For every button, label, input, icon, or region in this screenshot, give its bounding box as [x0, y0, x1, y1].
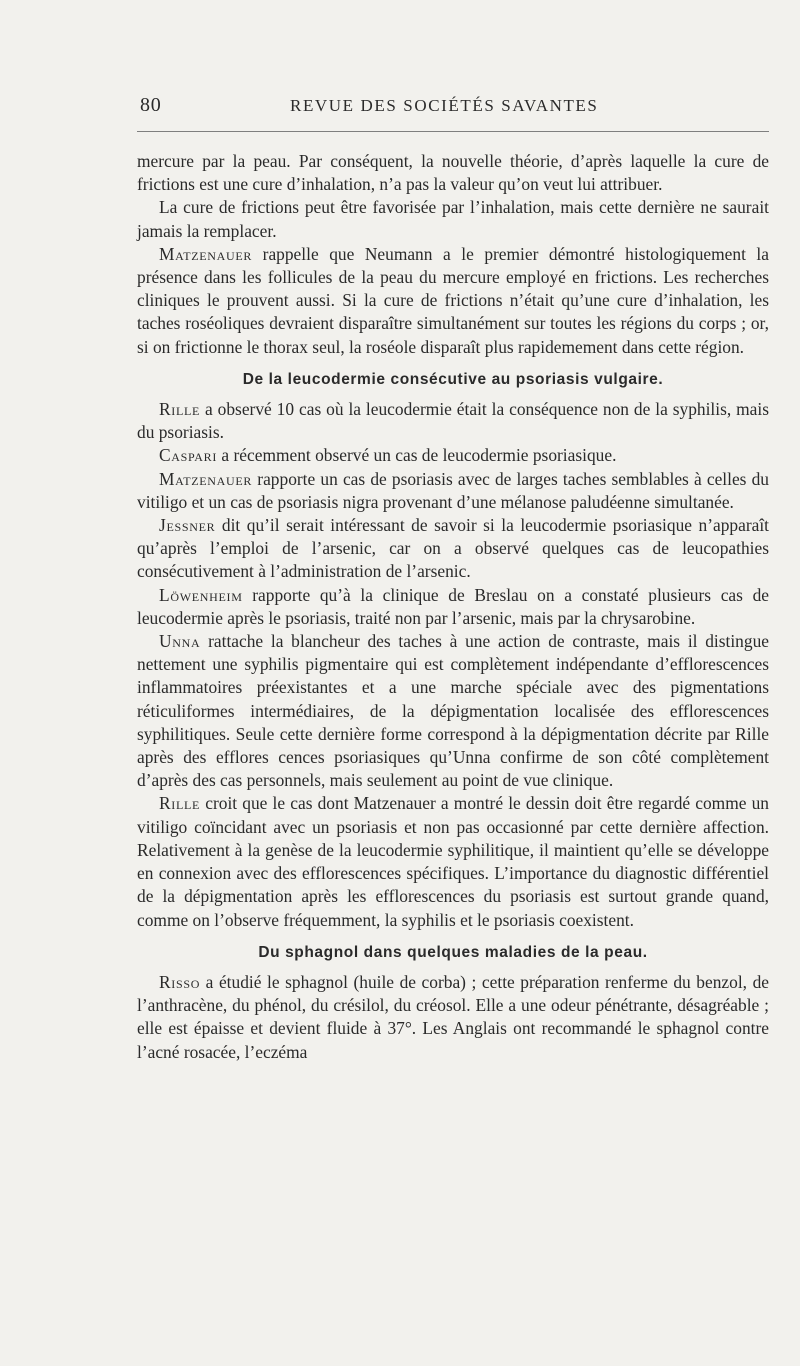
author-name: Löwenheim: [159, 584, 243, 605]
header-rule: [137, 131, 769, 132]
paragraph: [137, 630, 769, 792]
paragraph: [137, 444, 769, 467]
running-title: REVUE DES SOCIÉTÉS SAVANTES: [290, 96, 599, 115]
paragraph: [137, 243, 769, 359]
section-title: De la leucodermie consécutive au psoriasis vulgaire.: [242, 370, 664, 388]
body-text: [137, 150, 769, 1064]
paragraph: [137, 971, 769, 1064]
paragraph-text: rapporte qu’à la clinique de Breslau on a constaté plusieurs cas de leucodermie après le psoriasis, traité non par l’arsenic, mais par la chrysarobine.: [137, 584, 769, 628]
paragraph: mercure par la peau. Par conséquent, la nouvelle théorie, d’après laquelle la cure de frictions est une cure d’inhalation, n’a pas la valeur qu’on veut lui attribuer.: [137, 151, 769, 195]
paragraph-text: rattache la blancheur des taches à une action de contraste, mais il distingue nettement une syphilis pigmentaire qui est complètement indépendante d’efflorescences inflammatoires préexistantes et a une marche spéciale avec des pigmentations réticuliformes intermédiaires, de la dépigmentation localisée des efflorescences syphilitiques. Seule cette dernière forme correspond à la dépigmentation décrite par Rille après des efflores cences psoriasiques qu’Unna confirme de son côté complètement d’après des cas personnels, mais seulement au point de vue clinique.: [137, 631, 769, 791]
author-name: Jessner: [159, 515, 216, 536]
paragraph-text: a étudié le sphagnol (huile de corba) ; cette préparation renferme du benzol, de l’anthracène, du phénol, du crésilol, du créosol. Elle a une odeur pénétrante, désagréable ; elle est épaisse et devient fluide à 37°. Les Anglais ont recommandé le sphagnol contre l’acné rosacée, l’eczéma: [137, 971, 769, 1062]
author-name: Caspari: [159, 445, 218, 466]
paragraph: [137, 584, 769, 630]
page-header: [140, 94, 770, 120]
author-name: Risso: [159, 971, 201, 992]
paragraph: [137, 514, 769, 584]
paragraph: [137, 792, 769, 931]
author-name: Unna: [159, 631, 201, 652]
section-title: Du sphagnol dans quelques maladies de la peau.: [258, 943, 648, 961]
author-name: Rille: [159, 793, 201, 814]
paragraph-text: dit qu’il serait intéressant de savoir si la leucodermie psoriasique n’apparaît qu’après l’emploi de l’arsenic, car on a observé quelques cas de leucopathies consécutivement à l’administration de l’arsenic.: [137, 515, 769, 582]
paragraph: La cure de frictions peut être favorisée par l’inhalation, mais cette dernière ne saurait jamais la remplacer.: [137, 197, 769, 241]
author-name: Rille: [159, 399, 201, 420]
paragraph-text: croit que le cas dont Matzenauer a montré le dessin doit être regardé comme un vitiligo coïncidant avec un psoriasis et non pas occasionné par cette dernière affection. Relativement à la genèse de la leucodermie syphilitique, il maintient qu’elle se développe en connexion avec des efflorescences spécifiques. L’importance du diagnostic différentiel de la dépigmentation après les efflorescences du psoriasis est surtout grande quand, comme on l’observe fréquemment, la syphilis et le psoriasis coexistent.: [137, 793, 769, 930]
page-number: 80: [140, 94, 162, 116]
author-name: Matzenauer: [159, 243, 253, 264]
paragraph-text: a observé 10 cas où la leucodermie était la conséquence non de la syphilis, mais du psoriasis.: [137, 399, 769, 443]
paragraph-text: a récemment observé un cas de leucodermie psoriasique.: [217, 445, 617, 466]
paragraph: [137, 468, 769, 514]
author-name: Matzenauer: [159, 468, 253, 489]
paragraph-text: rapporte un cas de psoriasis avec de larges taches semblables à celles du vitiligo et un cas de psoriasis nigra provenant d’une mélanose paludéenne simultanée.: [137, 468, 769, 512]
paragraph-text: rappelle que Neumann a le premier démontré histologiquement la présence dans les follicules de la peau du mercure employé en frictions. Les recherches cliniques le prouvent aussi. Si la cure de frictions n’était qu’une cure d’inhalation, les taches roséoliques devraient disparaître simultanément sur toutes les régions du corps ; or, si on frictionne le thorax seul, la roséole disparaît plus rapidemement dans cette région.: [137, 243, 769, 357]
paragraph: [137, 398, 769, 444]
